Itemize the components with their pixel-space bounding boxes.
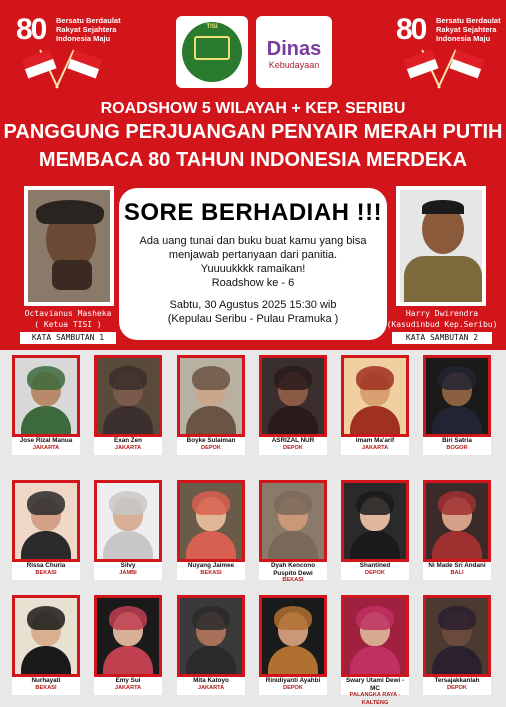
performer-card (259, 480, 327, 583)
performer-card (341, 355, 409, 455)
performer-name: Boyke Sulaiman (186, 437, 236, 444)
performer-photo (97, 598, 159, 674)
performer-city: JAKARTA (32, 444, 60, 451)
performer-caption (341, 677, 409, 706)
headline-panggung: PANGGUNG PERJUANGAN PENYAIR MERAH PUTIH (3, 121, 503, 143)
performer-photo (15, 598, 77, 674)
speech-tag-right: KATA SAMBUTAN 2 (392, 332, 492, 344)
speaker-photo-left (24, 186, 114, 306)
event-title: SORE BERHADIAH !!! (123, 199, 383, 226)
dinas-logo-subword: Kebudayaan (268, 60, 320, 70)
performer-name: Imam Ma'arif (355, 437, 395, 444)
performer-caption (177, 677, 245, 695)
performer-card (12, 355, 80, 455)
badge-slogan-right: Bersatu Berdaulat Rakyat Sejahtera Indonesia Maju (436, 16, 501, 43)
performer-card (423, 355, 491, 455)
speaker-role: (Kasudinbud Kep.Seribu) (386, 320, 498, 329)
performer-photo (262, 598, 324, 674)
performer-card (94, 355, 162, 455)
event-date: Sabtu, 30 Agustus 2025 15:30 wib (169, 299, 337, 311)
performer-city: JAMBI (119, 569, 137, 576)
performer-photo (97, 483, 159, 559)
performer-card (423, 480, 491, 580)
performer-name: Mita Katoyo (193, 677, 229, 684)
performer-name: Exan Zen (114, 437, 142, 444)
dinas-kebudayaan-logo (256, 16, 332, 88)
performer-caption (177, 437, 245, 455)
performer-photo (180, 483, 242, 559)
performer-caption (259, 437, 327, 455)
performer-city: DEPOK (365, 569, 385, 576)
badge-slogan-left: Bersatu Berdaulat Rakyat Sejahtera Indonesia Maju (56, 16, 121, 43)
anniversary-80-logo-right (396, 14, 436, 46)
performer-card (94, 480, 162, 580)
performer-photo (180, 598, 242, 674)
performer-card (259, 595, 327, 695)
performer-photo (262, 358, 324, 434)
performer-city: DEPOK (283, 684, 303, 691)
performer-card (177, 355, 245, 455)
performer-card (12, 595, 80, 695)
performer-city: DEPOK (283, 444, 303, 451)
performer-photo (97, 358, 159, 434)
performer-caption (12, 562, 80, 580)
performer-city: JAKARTA (114, 444, 142, 451)
performer-photo (426, 358, 488, 434)
performer-caption (177, 562, 245, 580)
performer-photo (344, 358, 406, 434)
badge-number: 80 (396, 13, 426, 46)
speaker-caption-right (384, 308, 500, 330)
performer-photo (15, 483, 77, 559)
performer-name: Jose Rizal Manua (19, 437, 73, 444)
speaker-name: Octavianus Masheka (24, 309, 112, 318)
event-desc-line2: menjawab pertanyaan dari panitia. (168, 249, 338, 261)
performer-card (177, 595, 245, 695)
performer-name: Rinidiyanti Ayahbi (265, 677, 321, 684)
headline-membaca: MEMBACA 80 TAHUN INDONESIA MERDEKA (38, 149, 468, 171)
event-place: (Kepulau Seribu - Pulau Pramuka ) (167, 313, 339, 325)
performer-photo (426, 483, 488, 559)
performer-caption (12, 677, 80, 695)
dinas-logo-word: Dinas (266, 38, 322, 60)
performer-city: BEKASI (282, 577, 304, 583)
tisi-logo: TISI (176, 16, 248, 88)
performer-name: Tersajakkanlah (434, 677, 480, 684)
performer-caption (423, 437, 491, 455)
speech-tag-left: KATA SAMBUTAN 1 (20, 332, 116, 344)
performer-city: DEPOK (201, 444, 221, 451)
performer-card (341, 595, 409, 706)
performer-photo (344, 483, 406, 559)
performer-city: BEKASI (200, 569, 222, 576)
performer-caption (423, 562, 491, 580)
performer-caption (94, 562, 162, 580)
performer-photo (426, 598, 488, 674)
performer-caption (94, 437, 162, 455)
performer-name: Silvy (120, 562, 136, 569)
performer-name: Nurhayati (31, 677, 61, 684)
performer-city: JAKARTA (114, 684, 142, 691)
anniversary-80-logo-left (16, 14, 56, 46)
speaker-name: Harry Dwirendra (405, 309, 479, 318)
performer-name: Biri Satria (442, 437, 472, 444)
event-desc-line1: Ada uang tunai dan buku buat kamu yang bisa (139, 235, 367, 247)
performer-name: Rissa Churia (26, 562, 66, 569)
performer-caption (341, 562, 409, 580)
headline-roadshow: ROADSHOW 5 WILAYAH + KEP. SERIBU (100, 100, 406, 117)
performer-card (177, 480, 245, 580)
performer-photo (180, 358, 242, 434)
performer-photo (262, 483, 324, 559)
performer-name: Shantined (359, 562, 391, 569)
performer-city: PALANGKA RAYA - KALTENG (349, 692, 401, 706)
performer-card (12, 480, 80, 580)
performer-caption (259, 677, 327, 695)
performer-name: Dyah Kencono Puspito Dewi (270, 562, 316, 577)
performer-caption (259, 562, 327, 583)
performer-name: Emy Sui (115, 677, 141, 684)
performer-city: JAKARTA (197, 684, 225, 691)
performer-city: BOGOR (446, 444, 468, 451)
speaker-photo-right (396, 186, 486, 306)
badge-number: 80 (16, 13, 46, 46)
performer-name: Ni Made Sri Andani (428, 562, 486, 569)
performer-caption (12, 437, 80, 455)
performer-city: BEKASI (35, 684, 57, 691)
event-desc-line3: Yuuuukkkk ramaikan! (200, 263, 306, 275)
performer-card (259, 355, 327, 455)
performer-name: Swary Utami Dewi - MC (345, 677, 405, 692)
performer-card (341, 480, 409, 580)
event-info-box (119, 188, 387, 340)
performer-city: DEPOK (447, 684, 467, 691)
performer-city: JAKARTA (361, 444, 389, 451)
performer-photo (15, 358, 77, 434)
performer-city: BEKASI (35, 569, 57, 576)
speaker-role: ( Ketua TISI ) (34, 320, 102, 329)
performer-caption (341, 437, 409, 455)
performer-caption (94, 677, 162, 695)
performer-city: BALI (450, 569, 464, 576)
performer-name: Nuyang Jaimee (187, 562, 235, 569)
event-desc-line4: Roadshow ke - 6 (211, 277, 295, 289)
performer-name: ASRIZAL NUR (271, 437, 315, 444)
performer-card (423, 595, 491, 695)
performer-caption (423, 677, 491, 695)
performer-photo (344, 598, 406, 674)
performer-card (94, 595, 162, 695)
